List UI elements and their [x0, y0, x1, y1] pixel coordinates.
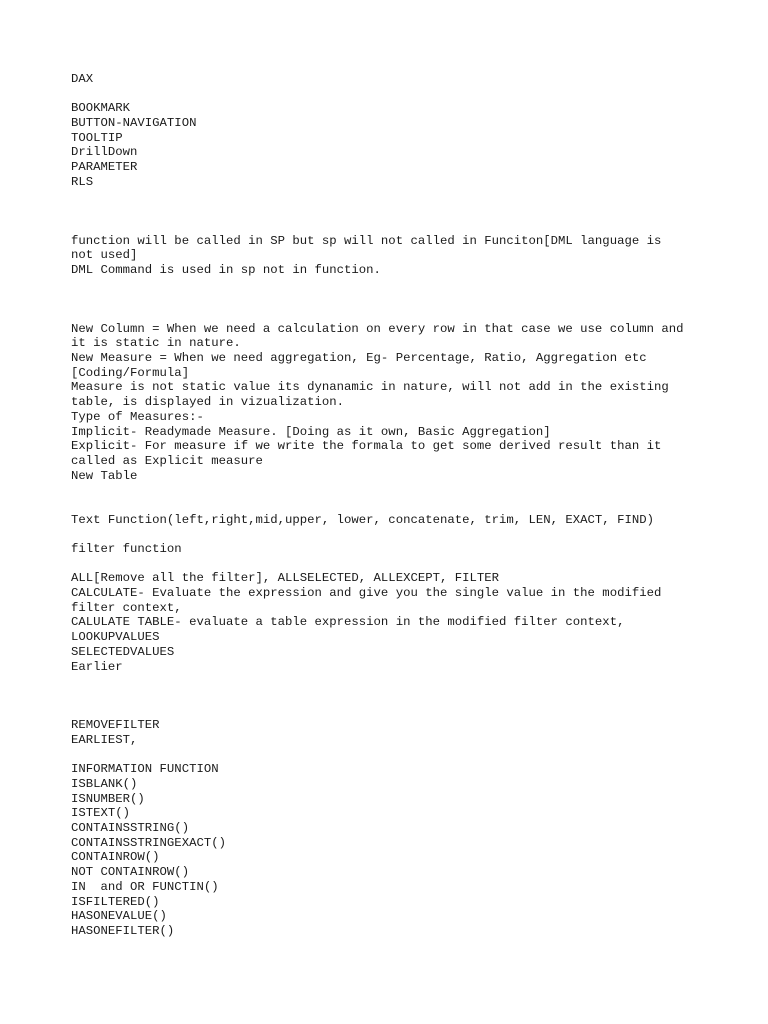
text-line: Measure is not static value its dynanamic in nature, will not add in the existing	[71, 380, 669, 395]
text-line: New Table	[71, 468, 138, 483]
text-line: DML Command is used in sp not in function.	[71, 262, 381, 277]
text-line: New Column = When we need a calculation on every row in that case we use column and	[71, 321, 684, 336]
text-line: [Coding/Formula]	[71, 365, 190, 380]
text-line: Implicit- Readymade Measure. [Doing as it own, Basic Aggregation]	[71, 424, 551, 439]
text-line: ISFILTERED()	[71, 894, 160, 909]
text-line: NOT CONTAINROW()	[71, 865, 190, 880]
text-line: Text Function(left,right,mid,upper, lower, concatenate, trim, LEN, EXACT, FIND)	[71, 512, 654, 527]
text-line: New Measure = When we need aggregation, Eg- Percentage, Ratio, Aggregation etc	[71, 351, 647, 366]
text-line: CALCULATE- Evaluate the expression and give you the single value in the modified	[71, 586, 662, 601]
text-line	[71, 483, 711, 498]
text-line: it is static in nature.	[71, 336, 241, 351]
text-line: PARAMETER	[71, 160, 138, 175]
text-line: IN and OR FUNCTIN()	[71, 879, 219, 894]
text-line: TOOLTIP	[71, 130, 123, 145]
text-line: filter function	[71, 542, 182, 556]
text-line	[71, 689, 711, 704]
text-line: SELECTEDVALUES	[71, 644, 175, 659]
text-line: ISTEXT()	[71, 806, 131, 821]
text-line: Earlier	[71, 659, 123, 674]
text-line: function will be called in SP but sp will not called in Funciton[DML language is	[71, 233, 662, 248]
text-line	[71, 190, 711, 205]
text-line: BOOKMARK	[71, 101, 131, 116]
text-line	[71, 674, 711, 689]
text-line: not used]	[71, 248, 138, 263]
text-line	[71, 557, 711, 572]
text-line	[71, 219, 711, 234]
text-line: Type of Measures:-	[71, 409, 204, 424]
text-line: BUTTON-NAVIGATION	[71, 116, 197, 131]
text-line: filter context,	[71, 600, 182, 615]
text-line: DrillDown	[71, 145, 138, 160]
text-line	[71, 87, 711, 102]
text-line	[71, 748, 711, 763]
text-line: ISBLANK()	[71, 777, 138, 791]
text-line: EARLIEST,	[71, 732, 138, 747]
text-line: CONTAINSSTRING()	[71, 821, 190, 836]
text-line: RLS	[71, 174, 94, 189]
text-line: ISNUMBER()	[71, 791, 145, 806]
text-line	[71, 527, 711, 542]
text-line: ALL[Remove all the filter], ALLSELECTED, ALLEXCEPT, FILTER	[71, 571, 500, 586]
text-line: CONTAINROW()	[71, 850, 160, 865]
text-line	[71, 204, 711, 219]
text-line: INFORMATION FUNCTION	[71, 762, 219, 777]
text-line: HASONEFILTER()	[71, 923, 175, 938]
text-line: LOOKUPVALUES	[71, 630, 160, 645]
text-line	[71, 307, 711, 322]
text-line: REMOVEFILTER	[71, 718, 160, 733]
text-line: CALULATE TABLE- evaluate a table expression in the modified filter context,	[71, 615, 625, 630]
document-page	[71, 72, 711, 939]
text-line	[71, 704, 711, 719]
text-line: DAX	[71, 72, 94, 86]
text-line: Explicit- For measure if we write the formala to get some derived result than it	[71, 439, 662, 454]
text-line: table, is displayed in vizualization.	[71, 395, 345, 410]
text-line: HASONEVALUE()	[71, 909, 167, 924]
text-line: called as Explicit measure	[71, 453, 263, 468]
text-line	[71, 292, 711, 307]
text-line	[71, 278, 711, 293]
text-line	[71, 498, 711, 513]
text-line: CONTAINSSTRINGEXACT()	[71, 835, 226, 850]
